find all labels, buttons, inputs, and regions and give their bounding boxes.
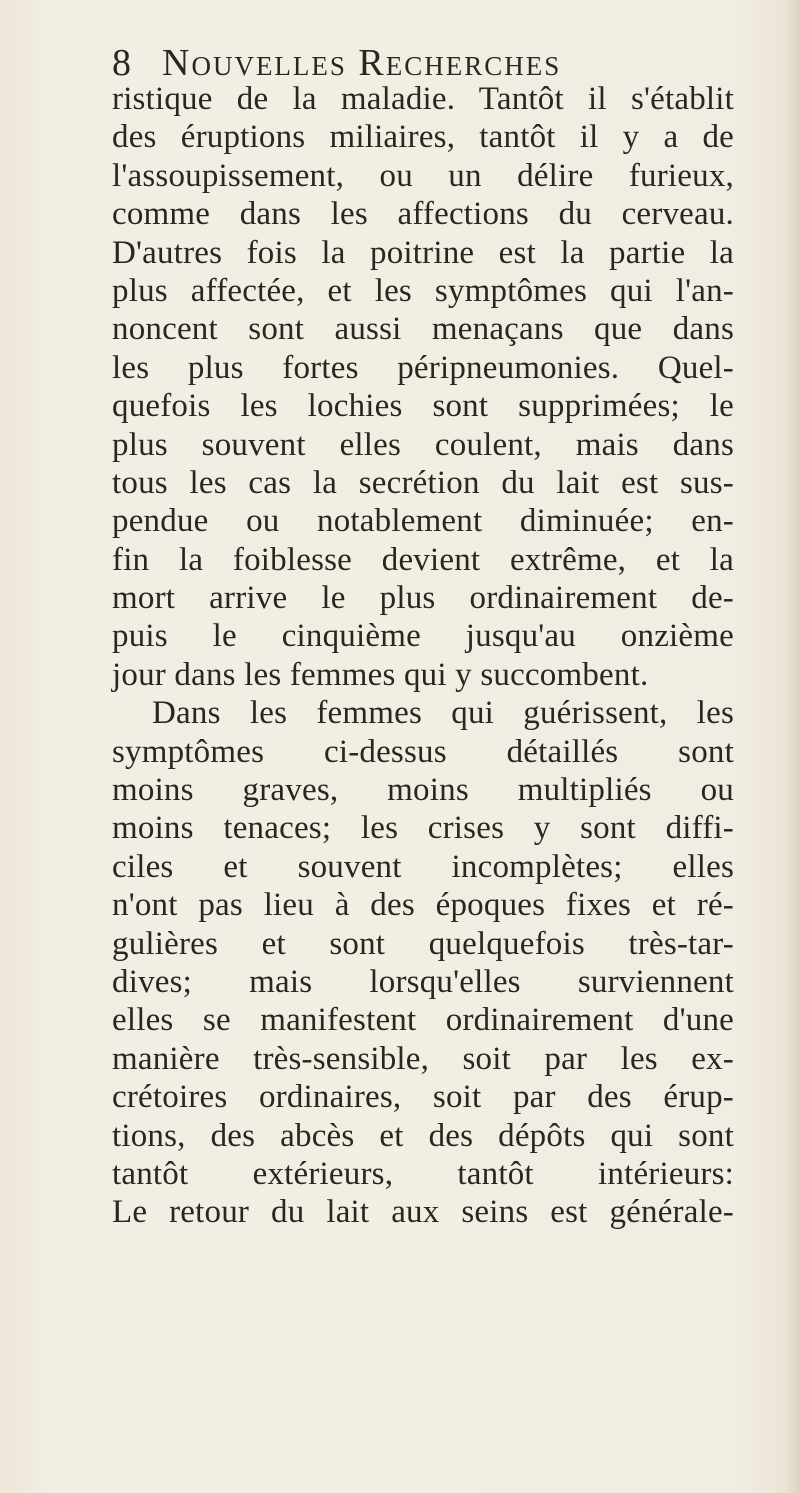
page-edge-shadow (786, 0, 800, 1493)
text-line: noncent sont aussi menaçans que dans (112, 311, 734, 348)
text-line: ristique de la maladie. Tantôt il s'établit (112, 81, 734, 117)
text-line: moins tenaces; les crises y sont diffi- (112, 810, 734, 847)
text-line: Dans les femmes qui guérissent, les (152, 695, 734, 732)
text-line: dives; mais lorsqu'elles surviennent (112, 963, 734, 1000)
running-title: Nouvelles Recherches (162, 42, 562, 84)
text-line: plus affectée, et les symptômes qui l'an- (112, 272, 734, 309)
text-line: comme dans les affections du cerveau. (112, 196, 734, 233)
text-line: n'ont pas lieu à des époques fixes et ré- (112, 887, 734, 924)
body-text (112, 80, 734, 1232)
text-line: D'autres fois la poitrine est la partie la (112, 234, 734, 271)
text-line: crétoires ordinaires, soit par des érup- (112, 1079, 734, 1116)
text-line: pendue ou notablement diminuée; en- (112, 503, 734, 540)
text-line: gulières et sont quelquefois très-tar- (112, 925, 734, 962)
text-line: mort arrive le plus ordinairement de- (112, 580, 734, 617)
text-line: quefois les lochies sont supprimées; le (112, 388, 734, 425)
text-line: jour dans les femmes qui y succombent. (112, 656, 649, 693)
text-line: plus souvent elles coulent, mais dans (112, 426, 734, 463)
text-line: ciles et souvent incomplètes; elles (112, 848, 734, 885)
text-line: tous les cas la secrétion du lait est sus- (112, 464, 734, 501)
text-line: elles se manifestent ordinairement d'une (112, 1002, 734, 1039)
text-line: des éruptions miliaires, tantôt il y a de (112, 119, 734, 156)
text-line: les plus fortes péripneumonies. Quel- (112, 349, 734, 386)
text-line: l'assoupissement, ou un délire furieux, (112, 157, 734, 194)
text-line: moins graves, moins multipliés ou (112, 772, 734, 809)
text-line: Le retour du lait aux seins est générale- (112, 1194, 734, 1231)
text-line: symptômes ci-dessus détaillés sont (112, 733, 734, 770)
text-line: manière très-sensible, soit par les ex- (112, 1040, 734, 1077)
text-line: fin la foiblesse devient extrême, et la (112, 541, 734, 578)
page-number: 8 (112, 42, 132, 84)
text-line: tions, des abcès et des dépôts qui sont (112, 1117, 734, 1154)
text-line: tantôt extérieurs, tantôt intérieurs: (112, 1155, 734, 1192)
text-line: puis le cinquième jusqu'au onzième (112, 618, 734, 655)
